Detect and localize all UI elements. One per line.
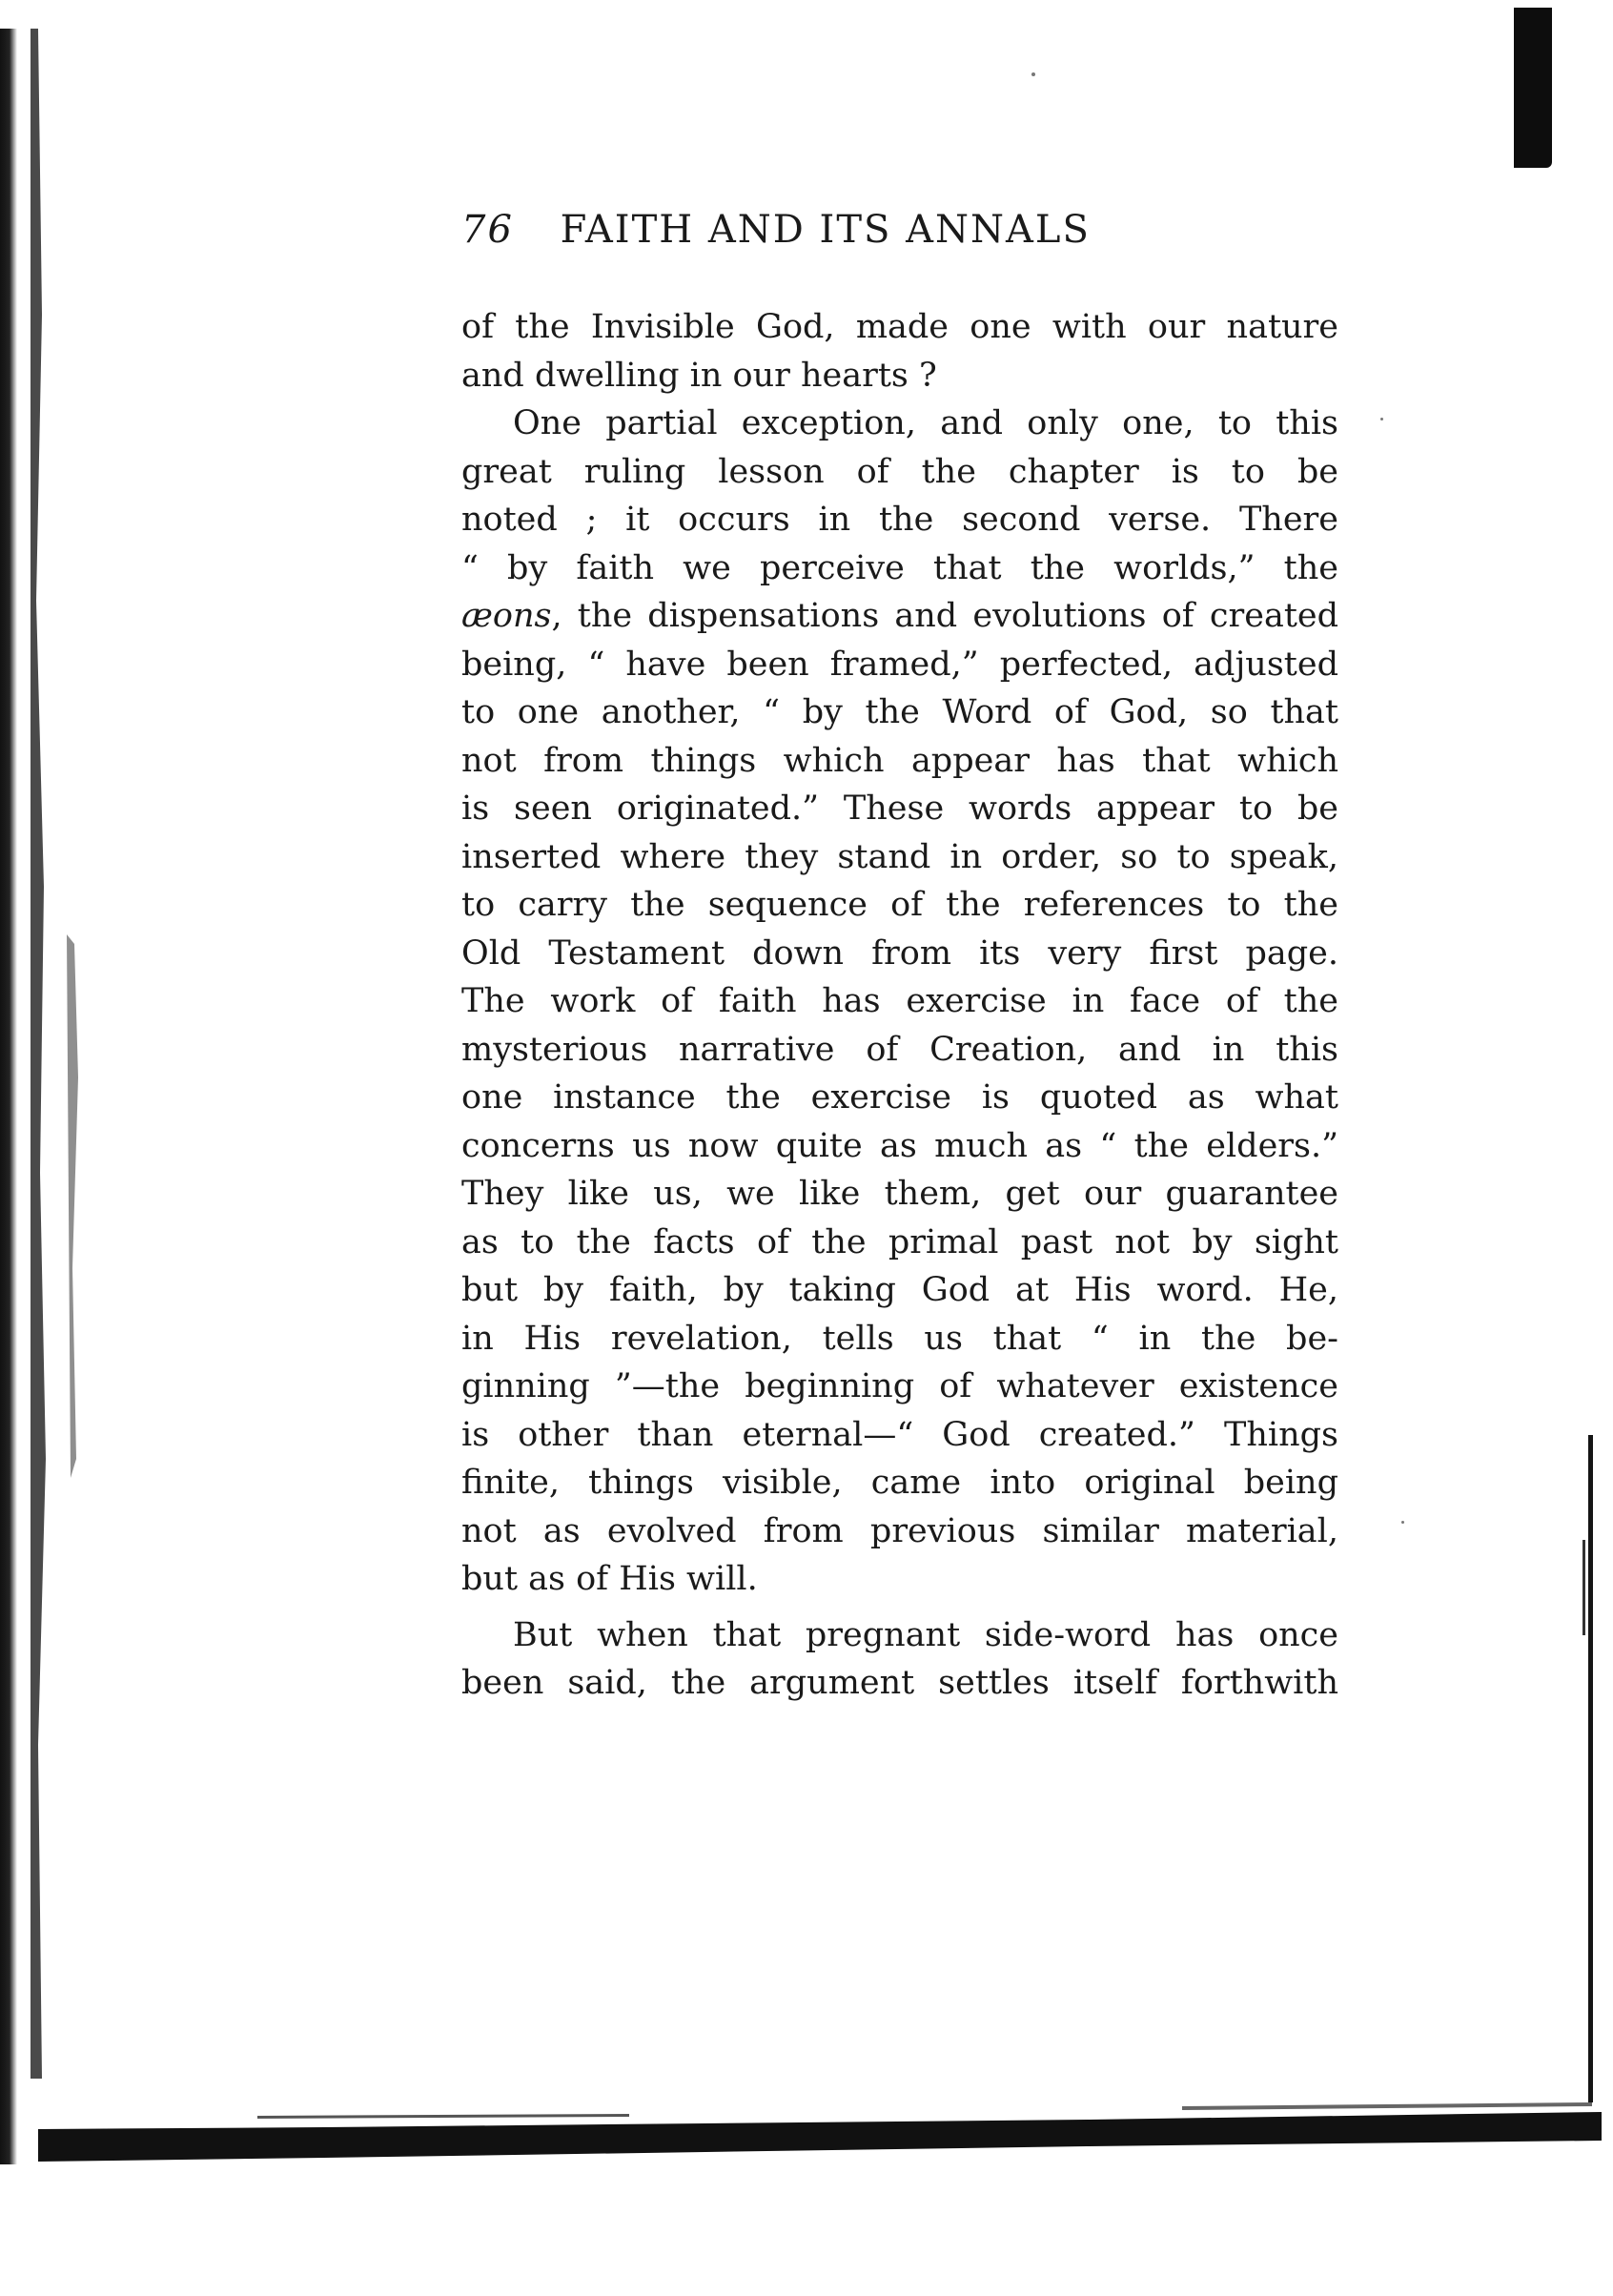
scan-speck [1031, 72, 1035, 76]
paragraph-2 [461, 400, 1338, 1604]
text-line: not as evolved from previous similar material, [461, 1511, 1338, 1550]
text-line: noted ; it occurs in the second verse. There [461, 501, 1338, 539]
italic-word-aeons: æons [461, 597, 552, 635]
text-line: but by faith, by taking God at His word. He, [461, 1271, 1338, 1309]
running-title: FAITH AND ITS ANNALS [560, 208, 1091, 252]
paragraph-3 [461, 1611, 1338, 1708]
text-line: finite, things visible, came into original being [461, 1464, 1338, 1502]
text-line: to carry the sequence of the references to the [461, 886, 1338, 924]
text-line: but as of His will. [461, 1560, 758, 1598]
text-line-with-italic [461, 592, 1338, 641]
text-line: not from things which appear has that which [461, 741, 1338, 780]
scan-corner-tab [1514, 8, 1552, 168]
text-line: “ by faith we perceive that the worlds,” the [461, 548, 1338, 587]
paragraph-1 [461, 303, 1338, 400]
text-line: in His revelation, tells us that “ in the be- [461, 1319, 1338, 1358]
text-line: is seen originated.” These words appear to be [461, 789, 1338, 828]
text-line: Old Testament down from its very first page. [461, 933, 1338, 973]
text-line: of the Invisible God, made one with our nature [461, 308, 1338, 346]
text-line: being, “ have been framed,” perfected, adjusted [461, 645, 1338, 684]
text-line: as to the facts of the primal past not by sight [461, 1222, 1338, 1261]
scan-right-edge-tick [1582, 1540, 1585, 1635]
text-line: one instance the exercise is quoted as what [461, 1078, 1338, 1117]
text-line-rest: , the dispensations and evolutions of created [551, 597, 1338, 635]
scan-speck [1401, 1521, 1404, 1524]
text-line: But when that pregnant side-word has once [513, 1615, 1338, 1654]
scan-speck [1380, 418, 1383, 420]
text-line: great ruling lesson of the chapter is to be [461, 452, 1338, 491]
text-line: been said, the argument settles itself forthwith [461, 1664, 1338, 1702]
scan-bottom-edge-shadow [38, 2102, 1602, 2169]
text-line: mysterious narrative of Creation, and in this [461, 1030, 1338, 1069]
text-line: is other than eternal—“ God created.” Things [461, 1415, 1338, 1454]
text-line: One partial exception, and only one, to this [513, 404, 1338, 442]
text-line: concerns us now quite as much as “ the elders.” [461, 1126, 1338, 1165]
text-line: inserted where they stand in order, so to speak, [461, 837, 1338, 876]
body-text [461, 303, 1338, 1708]
scan-left-edge-shadow [0, 29, 17, 2164]
text-line: to one another, “ by the Word of God, so that [461, 693, 1338, 731]
text-line: The work of faith has exercise in face of the [461, 982, 1338, 1020]
text-line: and dwelling in our hearts ? [461, 356, 937, 395]
scan-binding-shadow [29, 29, 105, 2079]
text-line: They like us, we like them, get our guarantee [461, 1175, 1338, 1213]
scan-right-edge-line [1588, 1435, 1593, 2102]
page-number: 76 [461, 208, 514, 252]
text-line: ginning ”—the beginning of whatever existence [461, 1367, 1338, 1405]
page-header [461, 208, 1335, 265]
